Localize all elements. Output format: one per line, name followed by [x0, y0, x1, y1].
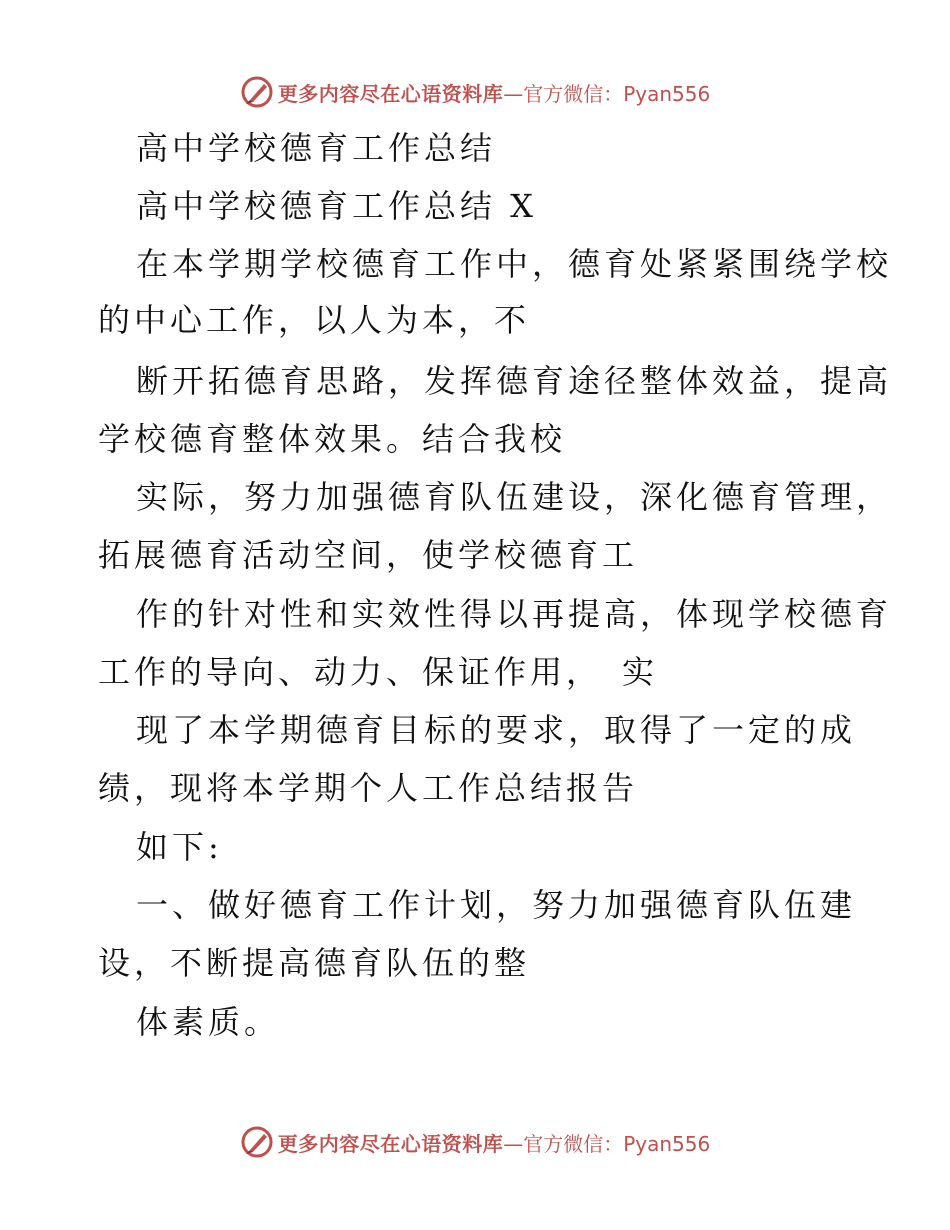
watermark-lead-text: 更多内容尽在心语资料库 — [277, 81, 504, 106]
paragraph-line: 现了本学期德育目标的要求，取得了一定的成 — [136, 711, 857, 749]
paragraph-line: 断开拓德育思路，发挥德育途径整体效益，提高 — [136, 362, 893, 400]
section-heading-cont: 体素质。 — [136, 1003, 281, 1041]
watermark-lead-text: 更多内容尽在心语资料库 — [277, 1131, 504, 1156]
doc-title: 高中学校德育工作总结 — [136, 129, 497, 167]
doc-subtitle: 高中学校德育工作总结 X — [136, 187, 537, 225]
watermark-tail-text: —官方微信：Pyan556 — [503, 81, 711, 106]
quill-logo-icon — [240, 75, 274, 109]
paragraph-line: 如下: — [136, 828, 223, 866]
watermark-tail-text: —官方微信：Pyan556 — [503, 1131, 711, 1156]
paragraph-line: 学校德育整体效果。结合我校 — [98, 420, 567, 458]
paragraph-line: 拓展德育活动空间，使学校德育工 — [98, 536, 639, 574]
paragraph-line: 作的针对性和实效性得以再提高，体现学校德育 — [136, 595, 893, 633]
paragraph-line: 绩，现将本学期个人工作总结报告 — [98, 769, 639, 807]
paragraph-line: 工作的导向、动力、保证作用， 实 — [98, 653, 659, 691]
quill-logo-icon — [240, 1125, 274, 1159]
section-heading-cont: 设，不断提高德育队伍的整 — [98, 944, 531, 982]
paragraph-line: 的中心工作，以人为本，不 — [98, 301, 531, 339]
paragraph-line: 实际，努力加强德育队伍建设，深化德育管理， — [136, 478, 893, 516]
watermark-footer — [0, 1122, 950, 1162]
watermark-header — [0, 72, 950, 112]
paragraph-line: 在本学期学校德育工作中，德育处紧紧围绕学校 — [136, 245, 893, 283]
section-heading: 一、做好德育工作计划，努力加强德育队伍建 — [136, 886, 857, 924]
